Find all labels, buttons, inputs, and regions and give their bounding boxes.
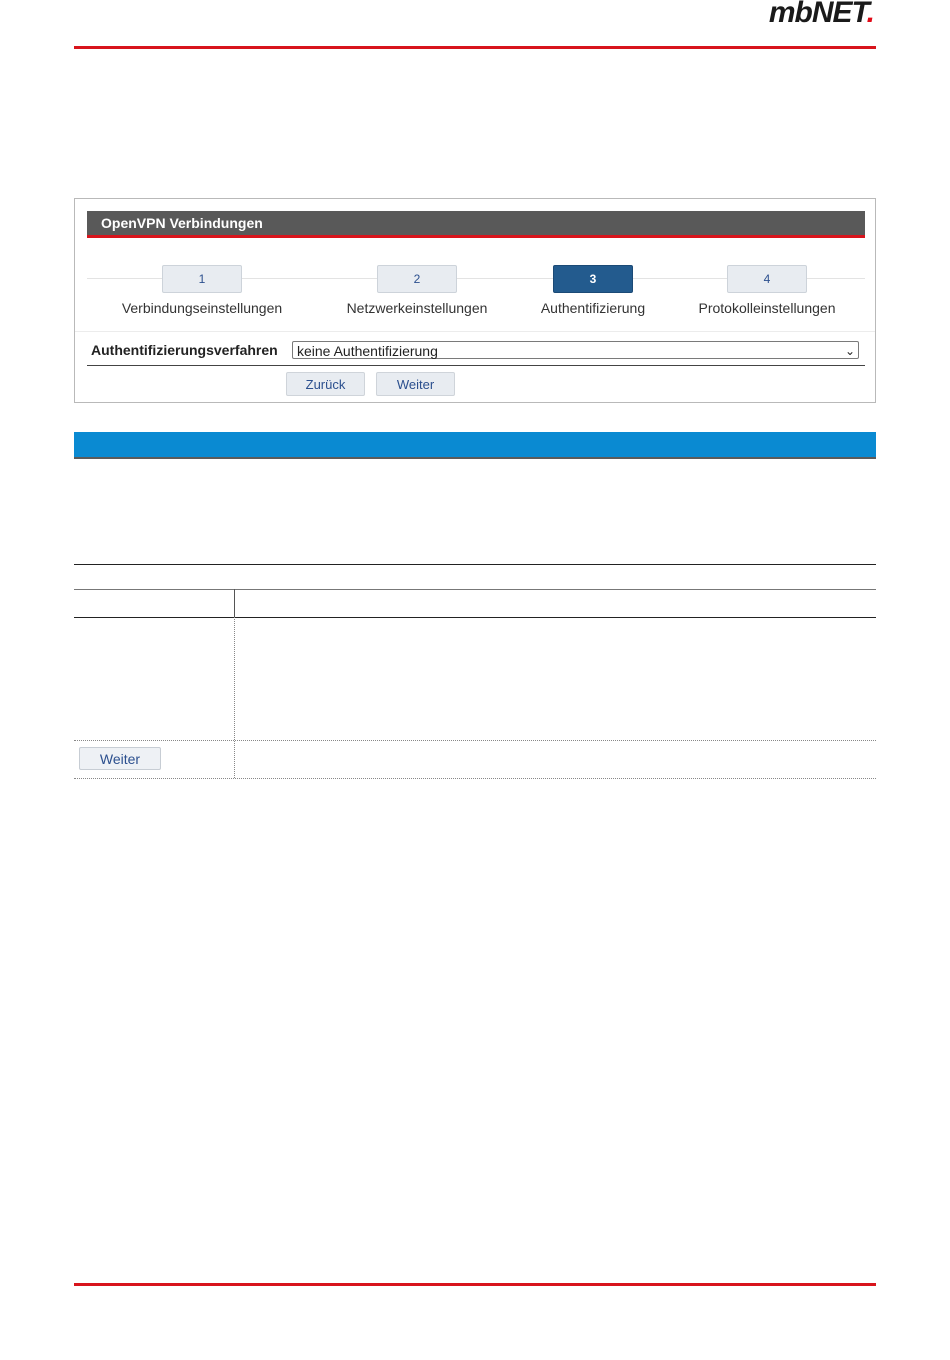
table-top-rule	[74, 564, 876, 565]
wizard-step-4[interactable]	[657, 265, 877, 316]
back-button[interactable]: Zurück	[286, 372, 365, 396]
form-divider	[87, 365, 865, 366]
table-row-separator	[74, 740, 876, 741]
openvpn-wizard-screenshot	[74, 198, 876, 403]
table-row-separator	[74, 778, 876, 779]
table-next-button[interactable]: Weiter	[79, 747, 161, 770]
auth-method-value: keine Authentifizierung	[297, 343, 438, 359]
table-header-bottom	[74, 617, 876, 618]
header-rule	[74, 46, 876, 49]
mbnet-logo	[769, 0, 874, 28]
step-number[interactable]: 3	[553, 265, 633, 293]
table-header-divider	[234, 589, 235, 617]
logo-dot: .	[866, 0, 874, 29]
wizard-step-1[interactable]	[92, 265, 312, 316]
panel-divider	[75, 331, 875, 332]
step-label: Verbindungseinstellungen	[121, 300, 283, 316]
chevron-down-icon: ⌄	[844, 344, 855, 358]
step-label: Netzwerkeinstellungen	[346, 300, 488, 316]
step-label: Authentifizierung	[540, 300, 646, 316]
footer-rule	[74, 1283, 876, 1286]
auth-method-label: Authentifizierungsverfahren	[91, 342, 278, 358]
next-button[interactable]: Weiter	[376, 372, 455, 396]
section-bar	[74, 432, 876, 459]
logo-text: mbNET	[768, 0, 867, 29]
table-column-divider	[234, 617, 235, 778]
step-number[interactable]: 1	[162, 265, 242, 293]
step-number[interactable]: 2	[377, 265, 457, 293]
auth-method-select[interactable]	[292, 341, 859, 359]
table-header-top	[74, 589, 876, 590]
step-number[interactable]: 4	[727, 265, 807, 293]
panel-title: OpenVPN Verbindungen	[87, 211, 865, 238]
step-label: Protokolleinstellungen	[698, 300, 836, 316]
